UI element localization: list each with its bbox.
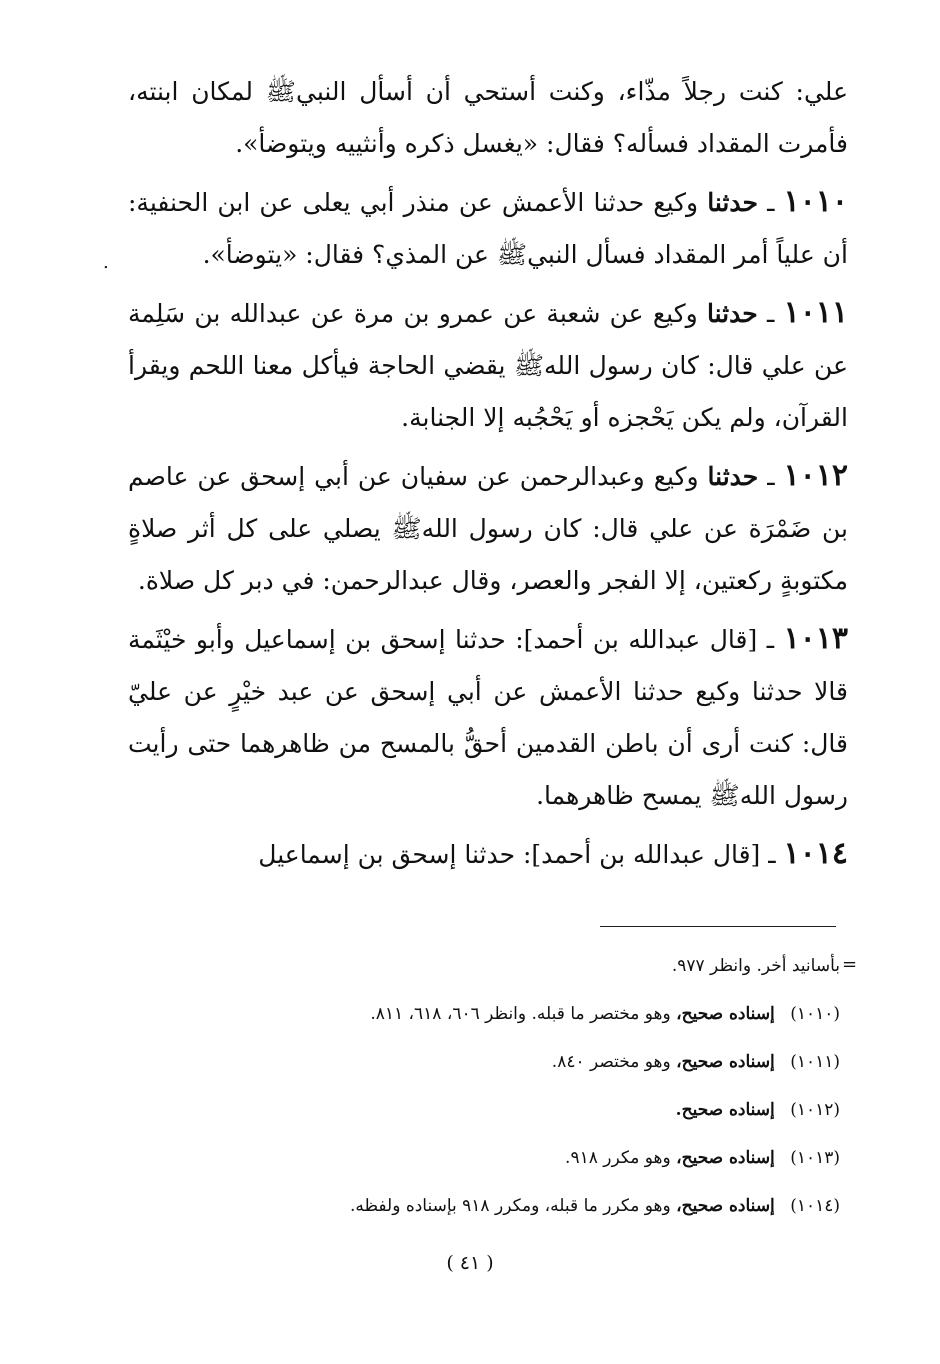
footnote-item: [200, 990, 840, 1038]
hadith-text: [قال عبدالله بن أحمد]: حدثنا إسحق بن إسماعيل: [258, 840, 761, 869]
hadith-1011: [128, 287, 848, 444]
footnote-item: [200, 1038, 840, 1086]
footnote-text: وهو مكرر ما قبله، ومكرر ٩١٨ بإسناده ولفظه.: [349, 1196, 671, 1216]
hadith-dash: ـ: [767, 188, 775, 217]
footnote-number: (١٠١١): [790, 1052, 840, 1072]
paragraph-text: علي: كنت رجلاً مذّاء، وكنت أستحي أن أسأل النبيﷺ لمكان ابنته، فأمرت المقداد فسأله؟ فقال: «يغسل ذكره وأنثييه ويتوضأ».: [128, 77, 848, 158]
footnote-grade: إسناده صحيح،: [676, 1148, 775, 1168]
hadith-text: [قال عبدالله بن أحمد]: حدثنا إسحق بن إسماعيل وأبو خيْثَمة قالا حدثنا وكيع حدثنا الأعمش عن أبي إسحق عن عبد خيْرٍ عن عليّ قال: كنت أرى أن باطن القدمين أحقُّ بالمسح من ظاهرهما حتى رأيت رسول اللهﷺ يمسح ظاهرهما.: [128, 625, 848, 810]
footnote-grade: إسناده صحيح.: [675, 1100, 775, 1120]
hadith-1013: [128, 613, 848, 822]
footnote-divider: [600, 926, 836, 927]
hadith-text: وكيع عن شعبة عن عمرو بن مرة عن عبدالله بن سَلِمة عن علي قال: كان رسول اللهﷺ يقضي الحاجة فيأكل معنا اللحم ويقرأ القرآن، ولم يكن يَحْجزه أو يَحْجُبه إلا الجنابة.: [128, 299, 848, 432]
footnote-grade: إسناده صحيح،: [676, 1052, 775, 1072]
footnote-number: (١٠١٣): [790, 1148, 840, 1168]
hadith-1014: [128, 828, 848, 881]
footnote-continuation: بأسانيد أخر. وانظر ٩٧٧.: [671, 956, 840, 976]
footnote-text: وهو مختصر ٨٤٠.: [551, 1052, 671, 1072]
hadith-number: ١٠١١: [783, 295, 849, 330]
footnote-continuation-mark: =: [842, 954, 858, 975]
footnote-text: وهو مكرر ٩١٨.: [565, 1148, 671, 1168]
footnote-text: وهو مختصر ما قبله. وانظر ٦٠٦، ٦١٨، ٨١١.: [370, 1004, 671, 1024]
hadith-dash: ـ: [767, 462, 775, 491]
footnote-item: [200, 1182, 840, 1230]
page-number: ( ٤١ ): [446, 1252, 494, 1274]
hadith-dash: ـ: [768, 840, 776, 869]
hadith-number: ١٠١٢: [783, 458, 848, 493]
footnote-number: (١٠١٤): [790, 1196, 840, 1216]
footnote-item: [200, 1086, 840, 1134]
footnote-grade: إسناده صحيح،: [676, 1196, 775, 1216]
hadith-keyword: حدثنا: [706, 299, 758, 328]
footnote-item: [200, 1134, 840, 1182]
footnote-grade: إسناده صحيح،: [676, 1004, 775, 1024]
hadith-1012: [128, 450, 848, 607]
hadith-number: ١٠١٠: [783, 184, 848, 219]
hadith-1010: [128, 176, 848, 281]
margin-dot: .: [103, 252, 109, 273]
hadith-dash: ـ: [766, 299, 775, 328]
hadith-text: وكيع وعبدالرحمن عن سفيان عن أبي إسحق عن عاصم بن ضَمْرَة عن علي قال: كان رسول اللهﷺ يصلي على كل أثر صلاةٍ مكتوبةٍ ركعتين، إلا الفجر والعصر، وقال عبدالرحمن: في دبر كل صلاة.: [128, 462, 848, 595]
hadith-number: ١٠١٤: [783, 836, 848, 871]
hadith-text: وكيع حدثنا الأعمش عن منذر أبي يعلى عن ابن الحنفية: أن علياً أمر المقداد فسأل النبيﷺ عن المذي؟ فقال: «يتوضأ».: [128, 188, 848, 269]
main-text: [128, 66, 848, 887]
hadith-number: ١٠١٣: [783, 621, 849, 656]
footnotes: [200, 942, 840, 1230]
hadith-keyword: حدثنا: [707, 188, 758, 217]
footnote-number: (١٠١٠): [790, 1004, 840, 1024]
hadith-dash: ـ: [766, 625, 775, 654]
paragraph-continuation: [128, 66, 848, 170]
footnote-number: (١٠١٢): [790, 1100, 840, 1120]
hadith-keyword: حدثنا: [707, 462, 759, 491]
